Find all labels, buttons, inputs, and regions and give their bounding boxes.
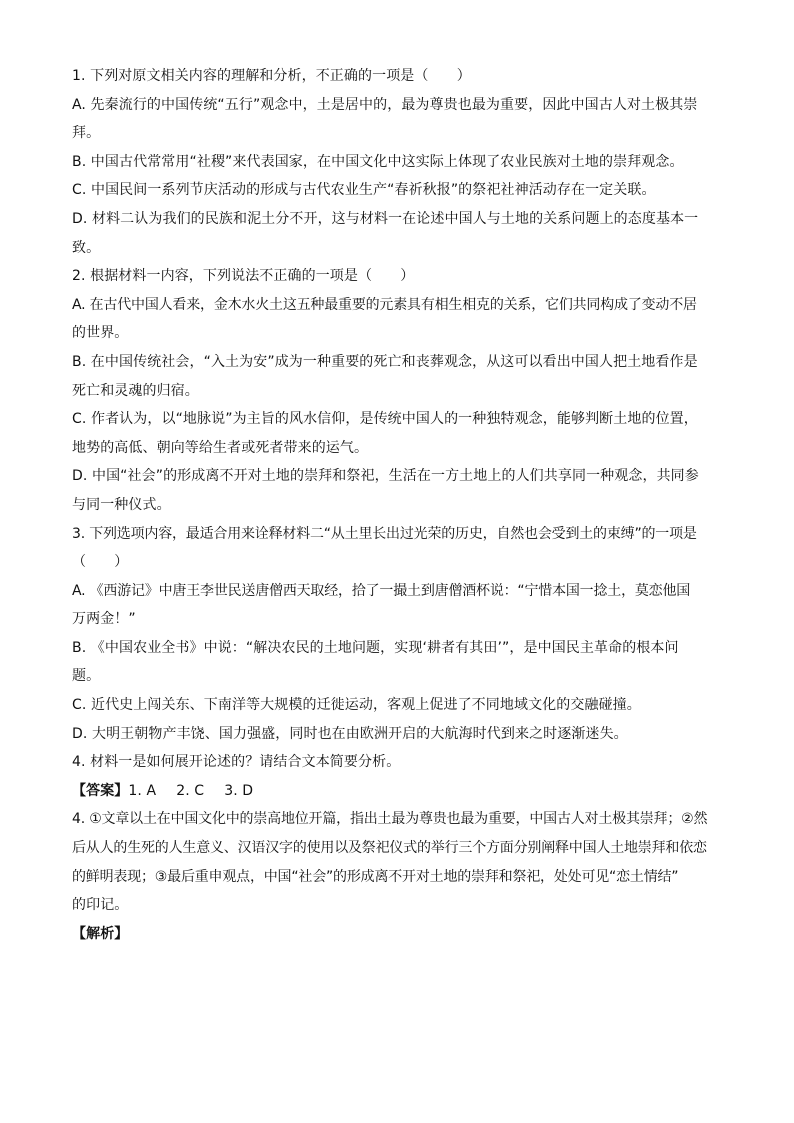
- q1-option-a-line1: A. 先秦流行的中国传统“五行”观念中，土是居中的，最为尊贵也最为重要，因此中国古人对土极其崇: [72, 96, 698, 113]
- q2-option-d-line1: D. 中国“社会”的形成离不开对土地的崇拜和祭祀，生活在一方土地上的人们共享同一种观念，共同参: [72, 468, 699, 485]
- answer-label: 【答案】: [72, 782, 129, 799]
- q1-option-a-line2: 拜。: [72, 125, 101, 142]
- q1-option-d-line1: D. 材料二认为我们的民族和泥土分不开，这与材料一在论述中国人与土地的关系问题上的态度基本一: [72, 210, 699, 227]
- answer-4-line1: 4. ①文章以土在中国文化中的崇高地位开篇，指出土最为尊贵也最为重要，中国古人对土极其崇拜；②然: [72, 811, 708, 828]
- q1-stem: 1. 下列对原文相关内容的理解和分析，不正确的一项是（ ）: [72, 68, 471, 84]
- q3-option-b-line2: 题。: [72, 668, 101, 685]
- answer-2: 2. C: [176, 782, 205, 799]
- q3-option-c: C. 近代史上闯关东、下南洋等大规模的迁徙运动，客观上促进了不同地域文化的交融碰撞。: [72, 697, 641, 714]
- q3-option-b-line1: B. 《中国农业全书》中说：“解决农民的土地问题，实现‘耕者有其田’”，是中国民主革命的根本问: [72, 639, 679, 656]
- q3-option-a-line2: 万两金！”: [72, 611, 136, 628]
- analysis-label: 【解析】: [72, 925, 129, 942]
- q2-option-a-line2: 的世界。: [72, 325, 129, 342]
- answer-4-line4: 的印记。: [72, 897, 129, 914]
- q2-option-c-line2: 地势的高低、朝向等给生者或死者带来的运气。: [72, 439, 369, 456]
- q4-stem: 4. 材料一是如何展开论述的？请结合文本简要分析。: [72, 754, 401, 771]
- answer-3: 3. D: [224, 782, 254, 799]
- answer-4-line2: 后从人的生死的人生意义、汉语汉字的使用以及祭祀仪式的举行三个方面分别阐释中国人土地崇拜和依恋: [72, 840, 707, 857]
- q2-option-b-line2: 死亡和灵魂的归宿。: [72, 382, 199, 399]
- q2-option-b-line1: B. 在中国传统社会，“入土为安”成为一种重要的死亡和丧葬观念，从这可以看出中国人把土地看作是: [72, 353, 698, 370]
- q1-option-c: C. 中国民间一系列节庆活动的形成与古代农业生产“春祈秋报”的祭祀社神活动存在一定关联。: [72, 182, 656, 199]
- document-page: [72, 62, 724, 948]
- q2-option-a-line1: A. 在古代中国人看来，金木水火土这五种最重要的元素具有相生相克的关系，它们共同构成了变动不居: [72, 296, 697, 313]
- q2-stem: 2. 根据材料一内容，下列说法不正确的一项是（ ）: [72, 268, 415, 285]
- q3-option-d: D. 大明王朝物产丰饶、国力强盛，同时也在由欧洲开启的大航海时代到来之时逐渐迷失。: [72, 725, 628, 742]
- q3-stem-line2: （ ）: [72, 554, 129, 571]
- q3-stem-line1: 3. 下列选项内容，最适合用来诠释材料二“从土里长出过光荣的历史，自然也会受到土的束缚”的一项是: [72, 525, 697, 542]
- answer-4-line3: 的鲜明表现；③最后重申观点，中国“社会”的形成离不开对土地的崇拜和祭祀，处处可见“恋土情结”: [72, 868, 679, 885]
- q2-option-d-line2: 与同一种仪式。: [72, 496, 171, 513]
- q3-option-a-line1: A. 《西游记》中唐王李世民送唐僧西天取经，拾了一撮土到唐僧酒杯说：“宁惜本国一捻土，莫恋他国: [72, 582, 691, 599]
- answer-line: [72, 777, 724, 806]
- q1-option-d-line2: 致。: [72, 239, 101, 256]
- q2-option-c-line1: C. 作者认为，以“地脉说”为主旨的风水信仰，是传统中国人的一种独特观念，能够判断土地的位置，: [72, 411, 698, 428]
- q1-option-b: B. 中国古代常常用“社稷”来代表国家，在中国文化中这实际上体现了农业民族对土地的崇拜观念。: [72, 153, 684, 170]
- answer-1: 1. A: [128, 782, 157, 799]
